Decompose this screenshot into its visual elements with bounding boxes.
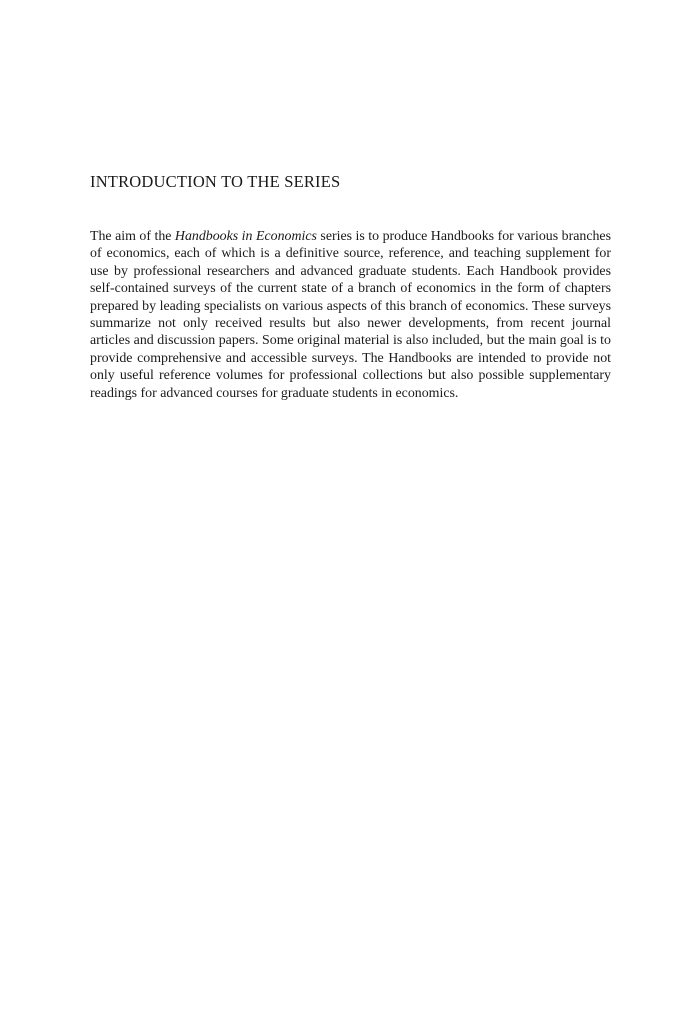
intro-paragraph — [90, 228, 611, 402]
paragraph-text-rest: series is to produce Handbooks for various branches of economics, each of which is a definitive source, reference, and teaching supplement for use by professional researchers and advanced graduate students. Each Handbook provides self-contained surveys of the current state of a branch of economics in the form of chapters prepared by leading specialists on various aspects of this branch of economics. These surveys summarize not only received results but also newer developments, from recent journal articles and discussion papers. Some original material is also included, but the main goal is to provide comprehensive and accessible surveys. The Handbooks are intended to provide not only useful reference volumes for professional collections but also possible supplementary readings for advanced courses for graduate students in economics. — [90, 229, 611, 401]
paragraph-text-start: The aim of the — [90, 229, 175, 244]
section-title: INTRODUCTION TO THE SERIES — [90, 172, 341, 191]
series-title-italic: Handbooks in Economics — [174, 229, 317, 244]
